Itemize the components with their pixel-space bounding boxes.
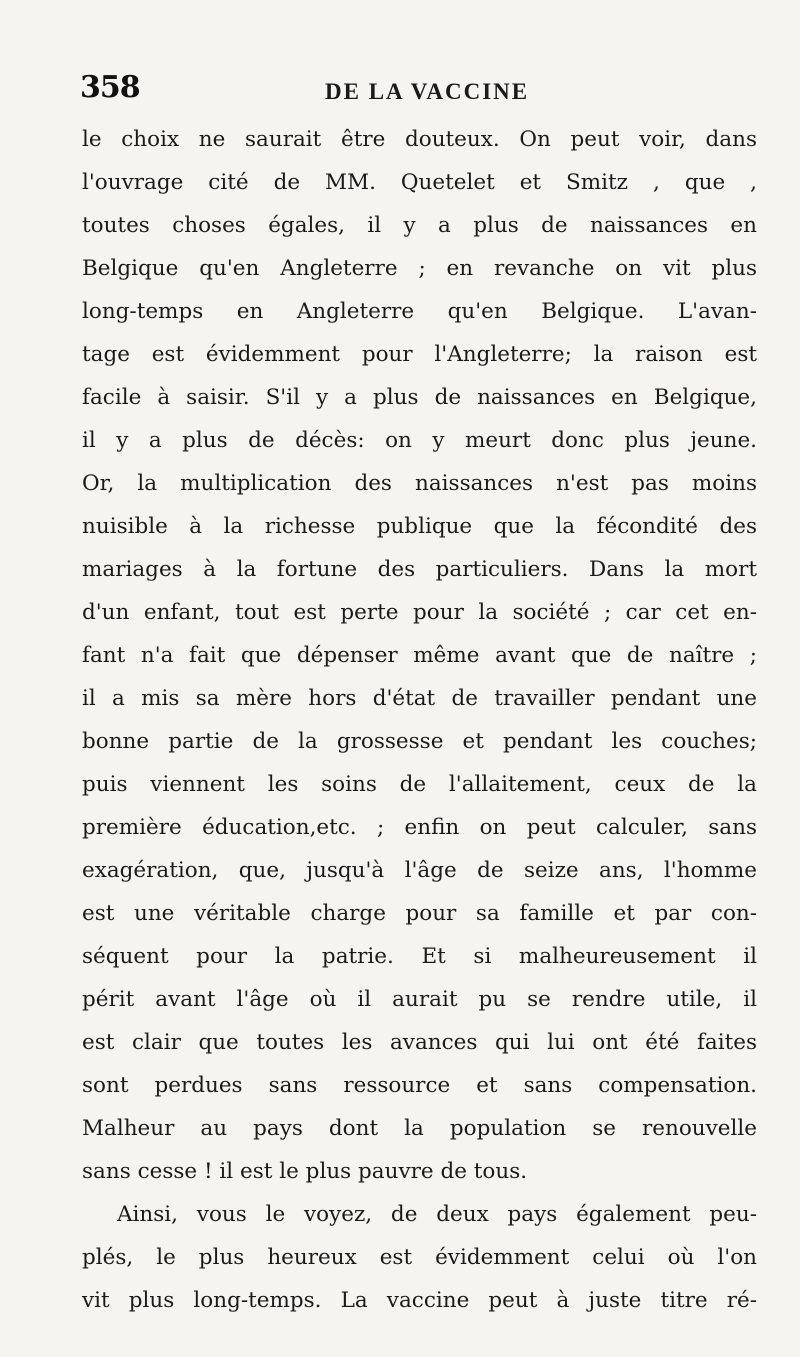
text-line: Malheur au pays dont la population se renouvelle: [82, 1116, 757, 1141]
text-line: première éducation,etc. ; enfin on peut calculer, sans: [82, 815, 757, 840]
running-head: [80, 70, 760, 110]
text-line: puis viennent les soins de l'allaitement, ceux de la: [82, 772, 757, 797]
text-line: est une véritable charge pour sa famille et par con-: [82, 901, 757, 926]
text-line: tage est évidemment pour l'Angleterre; la raison est: [82, 342, 757, 367]
text-line: il a mis sa mère hors d'état de travailler pendant une: [82, 686, 757, 711]
text-line: fant n'a fait que dépenser même avant que de naître ;: [82, 643, 757, 668]
text-line: mariages à la fortune des particuliers. Dans la mort: [82, 557, 757, 582]
text-line: facile à saisir. S'il y a plus de naissances en Belgique,: [82, 385, 757, 410]
text-line: long-temps en Angleterre qu'en Belgique. L'avan-: [82, 299, 757, 324]
page-number: 358: [80, 70, 140, 105]
text-line: l'ouvrage cité de MM. Quetelet et Smitz , que ,: [82, 170, 757, 195]
text-line: il y a plus de décès: on y meurt donc plus jeune.: [82, 428, 757, 453]
text-line: sont perdues sans ressource et sans compensation.: [82, 1073, 757, 1098]
text-line: toutes choses égales, il y a plus de naissances en: [82, 213, 757, 238]
text-line: exagération, que, jusqu'à l'âge de seize ans, l'homme: [82, 858, 757, 883]
text-line: le choix ne saurait être douteux. On peut voir, dans: [82, 127, 757, 152]
text-line: Belgique qu'en Angleterre ; en revanche on vit plus: [82, 256, 757, 281]
text-line: nuisible à la richesse publique que la fécondité des: [82, 514, 757, 539]
text-line: vit plus long-temps. La vaccine peut à juste titre ré-: [82, 1288, 757, 1313]
text-line: est clair que toutes les avances qui lui ont été faites: [82, 1030, 757, 1055]
text-line: séquent pour la patrie. Et si malheureusement il: [82, 944, 757, 969]
text-line: Or, la multiplication des naissances n'est pas moins: [82, 471, 757, 496]
running-title: DE LA VACCINE: [325, 79, 530, 104]
text-line: sans cesse ! il est le plus pauvre de tous.: [82, 1159, 528, 1184]
text-line: Ainsi, vous le voyez, de deux pays également peu-: [117, 1202, 757, 1227]
text-line: bonne partie de la grossesse et pendant les couches;: [82, 729, 757, 754]
text-line: d'un enfant, tout est perte pour la société ; car cet en-: [82, 600, 757, 625]
text-line: périt avant l'âge où il aurait pu se rendre utile, il: [82, 987, 757, 1012]
text-line: plés, le plus heureux est évidemment celui où l'on: [82, 1245, 757, 1270]
